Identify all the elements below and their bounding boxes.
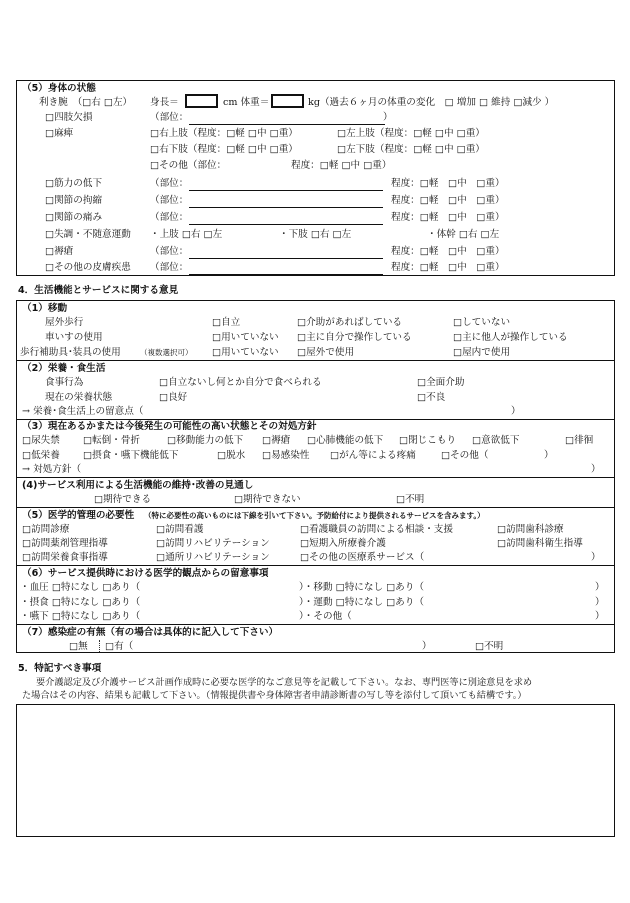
caution-blood-pressure[interactable]: ・血圧 □特になし □あり（ bbox=[20, 582, 141, 593]
wheelchair-others[interactable]: □主に他人が操作している bbox=[453, 332, 568, 343]
ataxia-upper[interactable]: ・上肢 □右 □左 bbox=[150, 229, 223, 240]
home-visit-care[interactable]: □訪問診療 bbox=[22, 524, 70, 535]
pressure-ulcer-degree[interactable]: 程度：□軽 □中 □重） bbox=[391, 246, 505, 257]
special-notes-textarea[interactable] bbox=[16, 704, 615, 837]
body-condition-box bbox=[16, 80, 615, 276]
caution-movement[interactable]: ）・移動 □特になし □あり（ bbox=[299, 582, 424, 593]
nutrition-header: （2）栄養・食生活 bbox=[22, 363, 106, 374]
dental-hygiene[interactable]: □訪問歯科衛生指導 bbox=[497, 538, 583, 549]
divider-2 bbox=[17, 419, 614, 420]
caution-exercise[interactable]: ）・運動 □特になし □あり（ bbox=[299, 597, 424, 608]
outdoor-independent[interactable]: □自立 bbox=[212, 317, 241, 328]
nutrition-status-label: 現在の栄養状態 bbox=[45, 392, 113, 403]
other-skin-disease[interactable]: □その他の皮膚疾患 bbox=[45, 262, 131, 273]
body-condition-header: （5）身体の状態 bbox=[22, 83, 96, 94]
state-dehydration[interactable]: □脱水 bbox=[217, 450, 246, 461]
weight-label: cm 体重＝ bbox=[223, 97, 270, 108]
section-5-title: 5．特記すべき事項 bbox=[18, 663, 102, 674]
caution-close-2: ） bbox=[595, 597, 605, 608]
divider-1 bbox=[17, 360, 614, 361]
state-cardio-decline[interactable]: □心肺機能の低下 bbox=[307, 435, 384, 446]
state-pressure-ulcer[interactable]: □褥瘡 bbox=[262, 435, 291, 446]
daycare-rehab[interactable]: □通所リハビリテーション bbox=[156, 552, 270, 563]
left-lower-limb[interactable]: □左下肢（程度：□軽 □中 □重） bbox=[337, 144, 485, 155]
muscle-weakness-degree[interactable]: 程度：□軽 □中 □重） bbox=[391, 178, 505, 189]
other-paralysis-degree[interactable]: 程度：□軽 □中 □重） bbox=[291, 160, 392, 171]
special-notes-line2: た場合はその内容、結果も記載して下さい。（情報提供書や身体障害者申請診断書の写し等を添付して頂いても結構です。） bbox=[22, 690, 527, 701]
home-rehab[interactable]: □訪問リハビリテーション bbox=[156, 538, 270, 549]
caution-close-1: ） bbox=[595, 582, 605, 593]
divider-6 bbox=[17, 624, 614, 625]
weight-change[interactable]: kg（過去６ヶ月の体重の変化 □ 増加 □ 維持 □減少 ） bbox=[308, 97, 555, 108]
wheelchair-self[interactable]: □主に自分で操作している bbox=[297, 332, 412, 343]
special-notes-line1: 要介護認定及び介護サービス計画作成時に必要な医学的なご意見等を記載して下さい。なお、専門医等に別途意見を求め bbox=[36, 677, 533, 688]
other-medical[interactable]: □その他の医療系サービス（ bbox=[300, 552, 425, 563]
infection-yes[interactable]: □有（ bbox=[105, 641, 134, 652]
walking-aids-note: （複数選択可） bbox=[140, 348, 193, 357]
outlook-not-expected[interactable]: □期待できない bbox=[234, 494, 301, 505]
eating-full-assist[interactable]: □全面介助 bbox=[417, 377, 465, 388]
weight-field[interactable] bbox=[271, 94, 304, 108]
height-field[interactable] bbox=[185, 94, 218, 108]
aids-indoor[interactable]: □屋内で使用 bbox=[453, 347, 511, 358]
infection-none[interactable]: □無 bbox=[69, 641, 88, 652]
other-skin-degree[interactable]: 程度：□軽 □中 □重） bbox=[391, 262, 505, 273]
state-swallowing[interactable]: □摂食・嚥下機能低下 bbox=[83, 450, 179, 461]
infection-dotted-divider bbox=[99, 640, 100, 652]
pressure-ulcer-line[interactable] bbox=[189, 258, 383, 259]
state-fall-fracture[interactable]: □転倒・骨折 bbox=[83, 435, 141, 446]
state-cancer-pain[interactable]: □がん等による疼痛 bbox=[330, 450, 416, 461]
outlook-header: (4)サービス利用による生活機能の維持･改善の見通し bbox=[22, 480, 254, 491]
home-pharmacy[interactable]: □訪問薬剤管理指導 bbox=[22, 538, 108, 549]
aids-outdoor[interactable]: □屋外で使用 bbox=[297, 347, 355, 358]
paralysis-checkbox[interactable]: □麻痺 bbox=[45, 128, 74, 139]
infection-yes-close: ） bbox=[422, 641, 432, 652]
caution-intake[interactable]: ・摂食 □特になし □あり（ bbox=[20, 597, 141, 608]
caution-header: （6）サービス提供時における医学的観点からの留意事項 bbox=[22, 568, 269, 579]
nutrition-good[interactable]: □良好 bbox=[159, 392, 188, 403]
state-malnutrition[interactable]: □低栄養 bbox=[22, 450, 60, 461]
medical-header-note: （特に必要性の高いものには下線を引いて下さい。予防給付により提供されるサービスを含みます。） bbox=[144, 511, 485, 520]
mobility-header: （1）移動 bbox=[22, 303, 68, 314]
outdoor-walking-label: 屋外歩行 bbox=[45, 317, 84, 328]
home-nutrition[interactable]: □訪問栄養食事指導 bbox=[22, 552, 108, 563]
muscle-weakness-part: （部位： bbox=[150, 178, 189, 189]
wheelchair-not-used[interactable]: □用いていない bbox=[212, 332, 279, 343]
wheelchair-label: 車いすの使用 bbox=[45, 332, 103, 343]
divider-5 bbox=[17, 565, 614, 566]
state-motivation-loss[interactable]: □意欲低下 bbox=[472, 435, 520, 446]
states-header: （3）現在あるかまたは今後発生の可能性の高い状態とその対処方針 bbox=[22, 421, 317, 432]
eating-label: 食事行為 bbox=[45, 377, 84, 388]
state-mobility-decline[interactable]: □移動能力の低下 bbox=[167, 435, 244, 446]
infection-unknown[interactable]: □不明 bbox=[475, 641, 504, 652]
other-paralysis[interactable]: □その他（部位： bbox=[150, 160, 227, 171]
policy-close: ） bbox=[591, 464, 601, 475]
policy-field[interactable]: → 対処方針（ bbox=[22, 464, 82, 475]
height-label: 身長＝ bbox=[150, 97, 179, 108]
outlook-expected[interactable]: □期待できる bbox=[94, 494, 152, 505]
outdoor-not[interactable]: □していない bbox=[453, 317, 511, 328]
nurse-consultation[interactable]: □看護職員の訪問による相談・支援 bbox=[300, 524, 453, 535]
limb-loss-part-line[interactable] bbox=[189, 124, 385, 125]
nutrition-poor[interactable]: □不良 bbox=[417, 392, 446, 403]
short-stay-care[interactable]: □短期入所療養介護 bbox=[300, 538, 386, 549]
joint-pain-degree[interactable]: 程度：□軽 □中 □重） bbox=[391, 212, 505, 223]
ataxia-checkbox[interactable]: □失調・不随意運動 bbox=[45, 229, 131, 240]
joint-contracture-degree[interactable]: 程度：□軽 □中 □重） bbox=[391, 195, 505, 206]
state-wandering[interactable]: □徘徊 bbox=[565, 435, 594, 446]
pressure-ulcer[interactable]: □褥瘡 bbox=[45, 246, 74, 257]
other-skin-line[interactable] bbox=[189, 274, 383, 275]
caution-close-3: ） bbox=[595, 611, 605, 622]
divider-3 bbox=[17, 477, 614, 478]
eating-independent[interactable]: □自立ないし何とか自分で食べられる bbox=[159, 377, 322, 388]
other-medical-close: ） bbox=[591, 552, 601, 563]
joint-contracture[interactable]: □関節の拘縮 bbox=[45, 195, 103, 206]
other-skin-part: （部位： bbox=[150, 262, 189, 273]
home-nursing[interactable]: □訪問看護 bbox=[156, 524, 204, 535]
limb-loss-close: ） bbox=[383, 112, 393, 123]
nutrition-notes[interactable]: → 栄養･食生活上の留意点（ bbox=[22, 406, 144, 417]
infection-header: （7）感染症の有無（有の場合は具体的に記入して下さい） bbox=[22, 627, 279, 638]
section-4-title: 4．生活機能とサービスに関する意見 bbox=[18, 285, 179, 296]
walking-aids-label: 歩行補助具･装具の使用 bbox=[20, 347, 121, 358]
limb-loss-checkbox[interactable]: □四肢欠損 bbox=[45, 112, 93, 123]
state-other-close: ） bbox=[544, 450, 554, 461]
state-infection-prone[interactable]: □易感染性 bbox=[262, 450, 310, 461]
joint-contracture-part: （部位： bbox=[150, 195, 189, 206]
muscle-weakness-line[interactable] bbox=[189, 190, 383, 191]
left-upper-limb[interactable]: □左上肢（程度：□軽 □中 □重） bbox=[337, 128, 485, 139]
caution-swallow[interactable]: ・嚥下 □特になし □あり（ bbox=[20, 611, 141, 622]
joint-pain[interactable]: □関節の痛み bbox=[45, 212, 103, 223]
outdoor-with-assist[interactable]: □介助があればしている bbox=[297, 317, 403, 328]
muscle-weakness[interactable]: □筋力の低下 bbox=[45, 178, 103, 189]
caution-other[interactable]: ）・その他（ bbox=[299, 611, 352, 622]
right-lower-limb[interactable]: □右下肢（程度：□軽 □中 □重） bbox=[150, 144, 298, 155]
limb-loss-part-label: （部位： bbox=[150, 112, 189, 123]
ataxia-trunk[interactable]: ・体幹 □右 □左 bbox=[427, 229, 500, 240]
pressure-ulcer-part: （部位： bbox=[150, 246, 189, 257]
nutrition-notes-close: ） bbox=[511, 406, 521, 417]
medical-header: （5）医学的管理の必要性 bbox=[22, 510, 135, 521]
aids-not-used[interactable]: □用いていない bbox=[212, 347, 279, 358]
divider-4 bbox=[17, 507, 614, 508]
dominant-arm[interactable]: 利き腕 （□右 □左） bbox=[39, 97, 133, 108]
outlook-unknown[interactable]: □不明 bbox=[396, 494, 425, 505]
life-function-box bbox=[16, 300, 615, 653]
joint-pain-line[interactable] bbox=[189, 224, 383, 225]
state-other[interactable]: □その他（ bbox=[441, 450, 489, 461]
joint-contracture-line[interactable] bbox=[189, 207, 383, 208]
right-upper-limb[interactable]: □右上肢（程度：□軽 □中 □重） bbox=[150, 128, 298, 139]
joint-pain-part: （部位： bbox=[150, 212, 189, 223]
home-dental[interactable]: □訪問歯科診療 bbox=[497, 524, 564, 535]
state-withdrawal[interactable]: □閉じこもり bbox=[399, 435, 457, 446]
ataxia-lower[interactable]: ・下肢 □右 □左 bbox=[279, 229, 352, 240]
state-incontinence[interactable]: □尿失禁 bbox=[22, 435, 60, 446]
